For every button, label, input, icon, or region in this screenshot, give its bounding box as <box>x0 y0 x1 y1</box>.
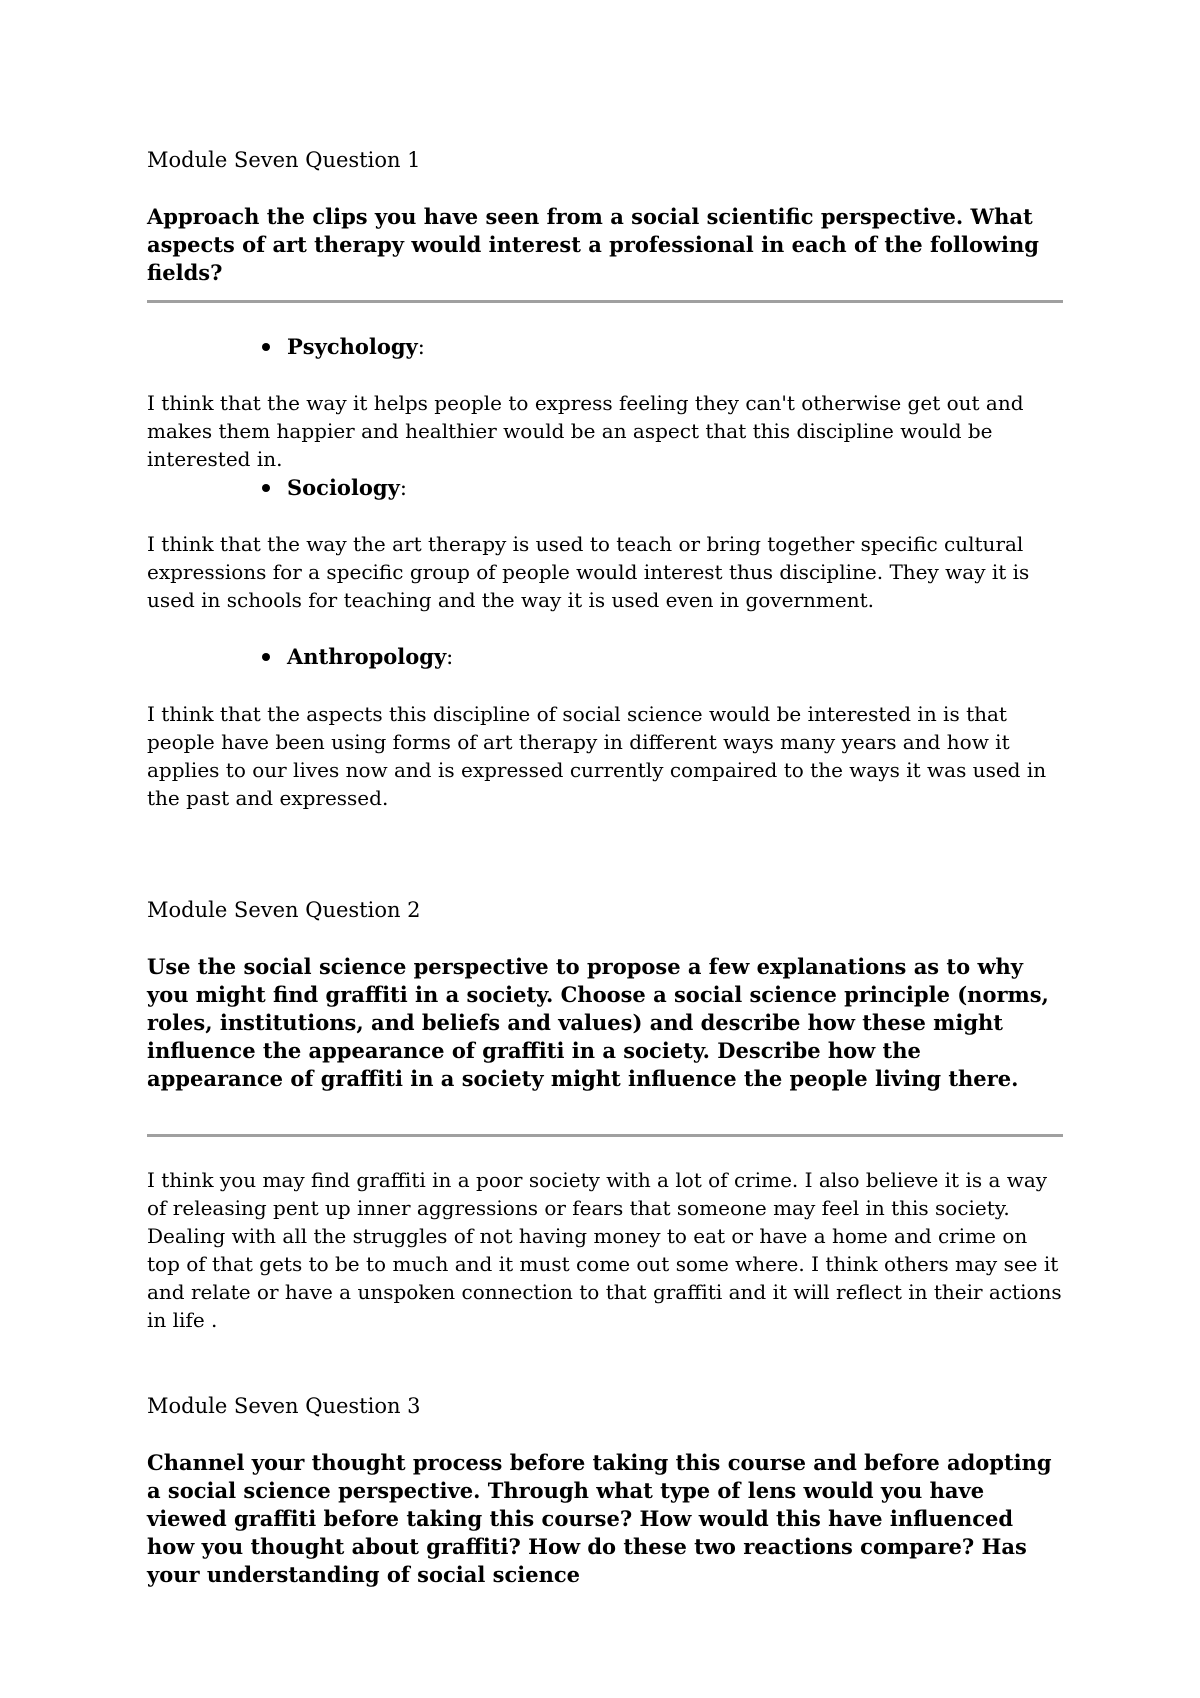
question-2-title: Module Seven Question 2 <box>147 898 421 922</box>
question-2-prompt: Use the social science perspective to propose a few explanations as to why you might find graffiti in a society. Choose a social science principle (norms, roles, institutions, and beliefs and values) and describe how these might influence the appearance of graffiti in a society. Describe how the appearance of graffiti in a society might influence the people living there. <box>147 954 1049 1091</box>
question-3-title: Module Seven Question 3 <box>147 1394 421 1418</box>
question-1-divider <box>147 300 1063 303</box>
field-suffix: : <box>446 645 454 669</box>
bullet-dot-icon <box>262 343 270 351</box>
question-3-prompt: Channel your thought process before taking this course and before adopting a social science perspective. Through what type of lens would you have viewed graffiti before taking this course? How would this have influenced how you thought about graffiti? How do these two reactions compare? Has your understanding of social science <box>147 1450 1052 1587</box>
bullet-dot-icon <box>262 653 270 661</box>
field-label: Psychology <box>287 334 418 359</box>
question-1-title: Module Seven Question 1 <box>147 148 421 172</box>
answer-sociology: I think that the way the art therapy is used to teach or bring together specific cultural expressions for a specific group of people would interest thus discipline. They way it is used in schools for teaching and the way it is used even in government. <box>147 532 1030 612</box>
field-anthropology <box>262 643 453 671</box>
field-suffix: : <box>417 335 425 359</box>
question-1-prompt: Approach the clips you have seen from a social scientific perspective. What aspects of art therapy would interest a professional in each of the following fields? <box>147 204 1039 285</box>
bullet-dot-icon <box>262 484 270 492</box>
question-2-divider <box>147 1134 1063 1137</box>
answer-anthropology: I think that the aspects this discipline of social science would be interested in is that people have been using forms of art therapy in different ways many years and how it applies to our lives now and is expressed currently compaired to the ways it was used in the past and expressed. <box>147 702 1047 810</box>
answer-psychology: I think that the way it helps people to express feeling they can't otherwise get out and makes them happier and healthier would be an aspect that this discipline would be interested in. <box>147 391 1024 471</box>
field-sociology <box>262 474 407 502</box>
field-suffix: : <box>399 476 407 500</box>
question-2-answer: I think you may find graffiti in a poor society with a lot of crime. I also believe it is a way of releasing pent up inner aggressions or fears that someone may feel in this society. Dealing with all the struggles of not having money to eat or have a home and crime on top of that gets to be to much and it must come out some where. I think others may see it and relate or have a unspoken connection to that graffiti and it will reflect in their actions in life . <box>147 1168 1062 1332</box>
field-label: Anthropology <box>287 644 447 669</box>
field-psychology <box>262 333 425 361</box>
field-label: Sociology <box>287 475 400 500</box>
